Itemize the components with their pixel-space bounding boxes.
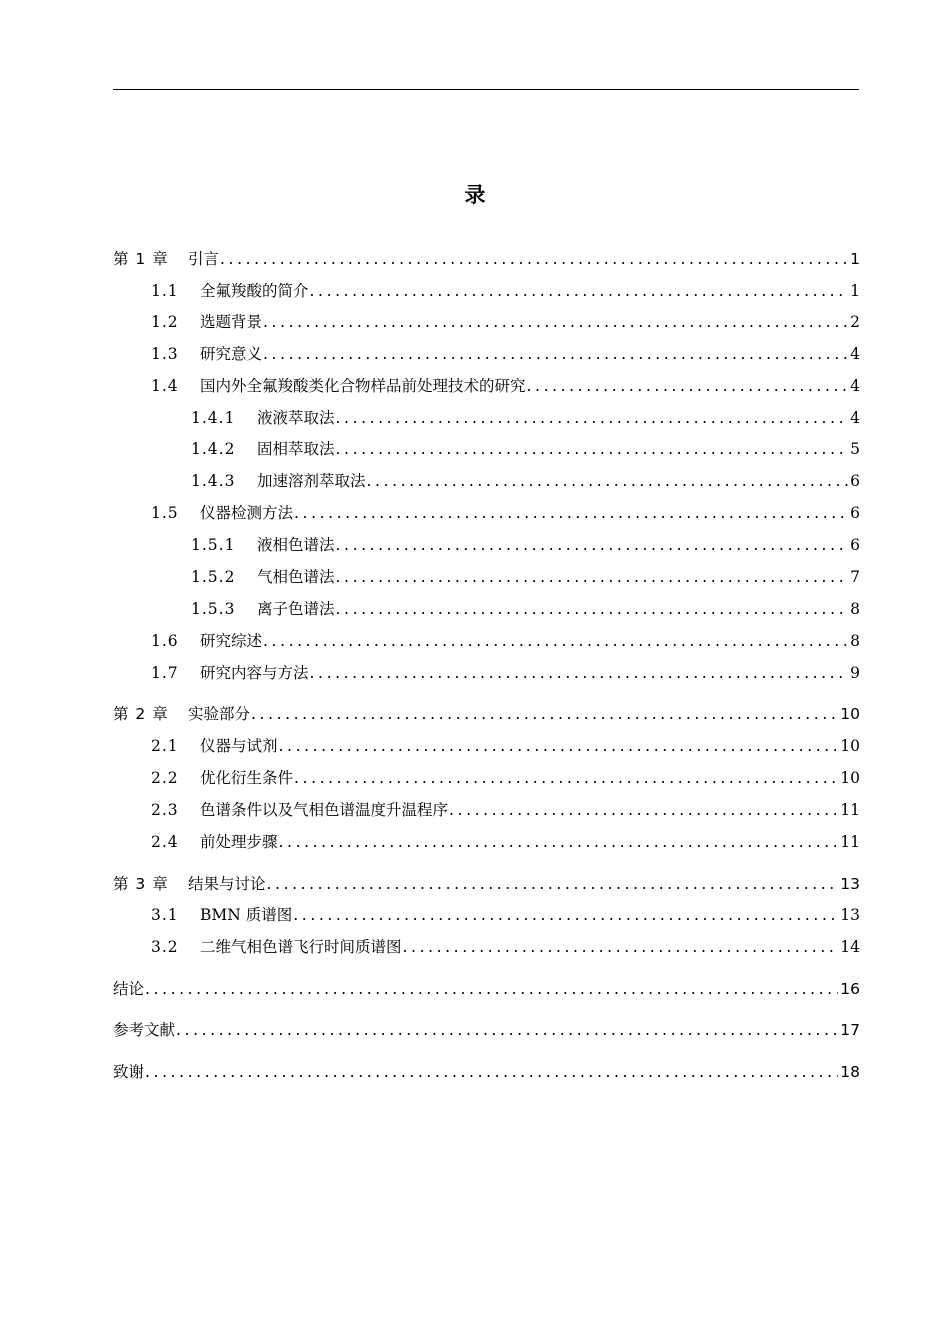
dot-leader xyxy=(220,247,848,271)
toc-entry-label: 研究内容与方法 xyxy=(200,664,309,682)
toc-entry-label: 色谱条件以及气相色谱温度升温程序 xyxy=(200,801,449,819)
dot-leader xyxy=(310,661,849,685)
toc-entry-chapter-1[interactable] xyxy=(113,247,860,271)
dot-leader xyxy=(294,501,848,525)
toc-entry-label: BMN 质谱图 xyxy=(200,906,293,924)
toc-entry-3-1[interactable] xyxy=(151,903,860,927)
toc-entry-1-6[interactable] xyxy=(151,629,860,653)
dot-leader xyxy=(263,629,848,653)
toc-entry-label: 固相萃取法 xyxy=(257,440,335,458)
toc-entry-page: 16 xyxy=(840,980,860,998)
toc-entry-label: 国内外全氟羧酸类化合物样品前处理技术的研究 xyxy=(200,377,526,395)
toc-entry-page: 17 xyxy=(840,1021,860,1039)
toc-entry-label: 二维气相色谱飞行时间质谱图 xyxy=(200,938,402,956)
dot-leader xyxy=(336,406,849,430)
dot-leader xyxy=(310,279,849,303)
toc-entry-1-5-1[interactable] xyxy=(191,533,860,557)
toc-entry-2-3[interactable] xyxy=(151,798,860,822)
toc-entry-page: 4 xyxy=(850,377,860,395)
toc-entry-label: 全氟羧酸的简介 xyxy=(200,282,309,300)
toc-entry-label: 液液萃取法 xyxy=(257,409,335,427)
toc-entry-number: 2.2 xyxy=(151,769,179,787)
toc-entry-acknowledgements[interactable] xyxy=(113,1060,860,1084)
toc-entry-label: 参考文献 xyxy=(113,1021,176,1039)
toc-entry-1-7[interactable] xyxy=(151,661,860,685)
toc-entry-number: 2.4 xyxy=(151,833,179,851)
toc-entry-number: 1.4 xyxy=(151,377,179,395)
toc-entry-page: 4 xyxy=(850,345,860,363)
toc-entry-3-2[interactable] xyxy=(151,935,860,959)
dot-leader xyxy=(145,977,838,1001)
toc-entry-page: 10 xyxy=(840,769,860,787)
toc-entry-page: 6 xyxy=(850,536,860,554)
toc-entry-label: 优化衍生条件 xyxy=(200,769,294,787)
toc-entry-label: 致谢 xyxy=(113,1063,145,1081)
toc-entry-number: 1.6 xyxy=(151,632,179,650)
toc-entry-number: 第 3 章 xyxy=(113,875,169,893)
toc-entry-label: 结论 xyxy=(113,980,145,998)
toc-entry-number: 1.5 xyxy=(151,504,179,522)
toc-entry-page: 11 xyxy=(840,833,860,851)
toc-entry-number: 1.7 xyxy=(151,664,179,682)
toc-entry-page: 10 xyxy=(840,737,860,755)
toc-entry-page: 10 xyxy=(840,705,860,723)
toc-entry-page: 4 xyxy=(850,409,860,427)
toc-entry-page: 8 xyxy=(850,632,860,650)
toc-entry-label: 加速溶剂萃取法 xyxy=(257,472,366,490)
toc-entry-chapter-2[interactable] xyxy=(113,702,860,726)
toc-entry-number: 1.5.1 xyxy=(191,536,236,554)
toc-entry-number: 1.4.3 xyxy=(191,472,236,490)
toc-entry-page: 5 xyxy=(850,440,860,458)
toc-entry-1-5[interactable] xyxy=(151,501,860,525)
dot-leader xyxy=(403,935,839,959)
toc-entry-page: 14 xyxy=(840,938,860,956)
toc-entry-number: 3.2 xyxy=(151,938,179,956)
toc-entry-label: 液相色谱法 xyxy=(257,536,335,554)
dot-leader xyxy=(267,872,839,896)
toc-entry-1-4-1[interactable] xyxy=(191,406,860,430)
toc-entry-label: 气相色谱法 xyxy=(257,568,335,586)
toc-entry-number: 1.5.2 xyxy=(191,568,236,586)
dot-leader xyxy=(527,374,849,398)
toc-entry-page: 6 xyxy=(850,472,860,490)
toc-entry-page: 8 xyxy=(850,600,860,618)
dot-leader xyxy=(263,342,848,366)
toc-entry-1-4[interactable] xyxy=(151,374,860,398)
toc-entry-number: 1.5.3 xyxy=(191,600,236,618)
toc-entry-page: 18 xyxy=(840,1063,860,1081)
dot-leader xyxy=(145,1060,838,1084)
toc-title: 录 xyxy=(464,183,486,207)
dot-leader xyxy=(251,702,838,726)
toc-entry-page: 1 xyxy=(850,282,860,300)
toc-entry-number: 1.1 xyxy=(151,282,179,300)
toc-entry-page: 13 xyxy=(840,906,860,924)
dot-leader xyxy=(176,1018,838,1042)
toc-entry-number: 1.4.2 xyxy=(191,440,236,458)
dot-leader xyxy=(336,533,849,557)
dot-leader xyxy=(263,310,848,334)
toc-entry-label: 前处理步骤 xyxy=(200,833,278,851)
toc-entry-1-1[interactable] xyxy=(151,279,860,303)
toc-entry-number: 第 1 章 xyxy=(113,250,169,268)
toc-entry-number: 第 2 章 xyxy=(113,705,169,723)
dot-leader xyxy=(449,798,838,822)
toc-entry-conclusion[interactable] xyxy=(113,977,860,1001)
toc-entry-page: 2 xyxy=(850,313,860,331)
toc-entry-number: 2.1 xyxy=(151,737,179,755)
toc-entry-page: 9 xyxy=(850,664,860,682)
toc-entry-number: 2.3 xyxy=(151,801,179,819)
toc-entry-label: 实验部分 xyxy=(188,705,251,723)
toc-entry-number: 3.1 xyxy=(151,906,179,924)
dot-leader xyxy=(336,437,849,461)
toc-entry-2-4[interactable] xyxy=(151,830,860,854)
toc-entry-1-5-2[interactable] xyxy=(191,565,860,589)
dot-leader xyxy=(293,903,838,927)
toc-entry-references[interactable] xyxy=(113,1018,860,1042)
toc-entry-page: 7 xyxy=(850,568,860,586)
toc-entry-1-4-2[interactable] xyxy=(191,437,860,461)
toc-entry-1-5-3[interactable] xyxy=(191,597,860,621)
toc-entry-label: 研究意义 xyxy=(200,345,263,363)
toc-entry-label: 离子色谱法 xyxy=(257,600,335,618)
toc-entry-2-1[interactable] xyxy=(151,734,860,758)
toc-entry-page: 13 xyxy=(840,875,860,893)
dot-leader xyxy=(336,597,849,621)
dot-leader xyxy=(336,565,849,589)
toc-entry-1-4-3[interactable] xyxy=(191,469,860,493)
toc-entry-number: 1.4.1 xyxy=(191,409,236,427)
toc-entry-number: 1.2 xyxy=(151,313,179,331)
toc-entry-label: 选题背景 xyxy=(200,313,263,331)
toc-entry-label: 仪器检测方法 xyxy=(200,504,294,522)
toc-entry-label: 结果与讨论 xyxy=(188,875,266,893)
toc-entry-1-2[interactable] xyxy=(151,310,860,334)
dot-leader xyxy=(294,766,838,790)
dot-leader xyxy=(279,734,839,758)
dot-leader xyxy=(279,830,839,854)
toc-entry-number: 1.3 xyxy=(151,345,179,363)
toc-entry-page: 1 xyxy=(850,250,860,268)
toc-entry-label: 仪器与试剂 xyxy=(200,737,278,755)
toc-entry-2-2[interactable] xyxy=(151,766,860,790)
toc-entry-chapter-3[interactable] xyxy=(113,872,860,896)
toc-entry-1-3[interactable] xyxy=(151,342,860,366)
toc-entry-page: 6 xyxy=(850,504,860,522)
toc-entry-label: 引言 xyxy=(188,250,220,268)
toc-entry-page: 11 xyxy=(840,801,860,819)
toc-entry-label: 研究综述 xyxy=(200,632,263,650)
dot-leader xyxy=(367,469,849,493)
